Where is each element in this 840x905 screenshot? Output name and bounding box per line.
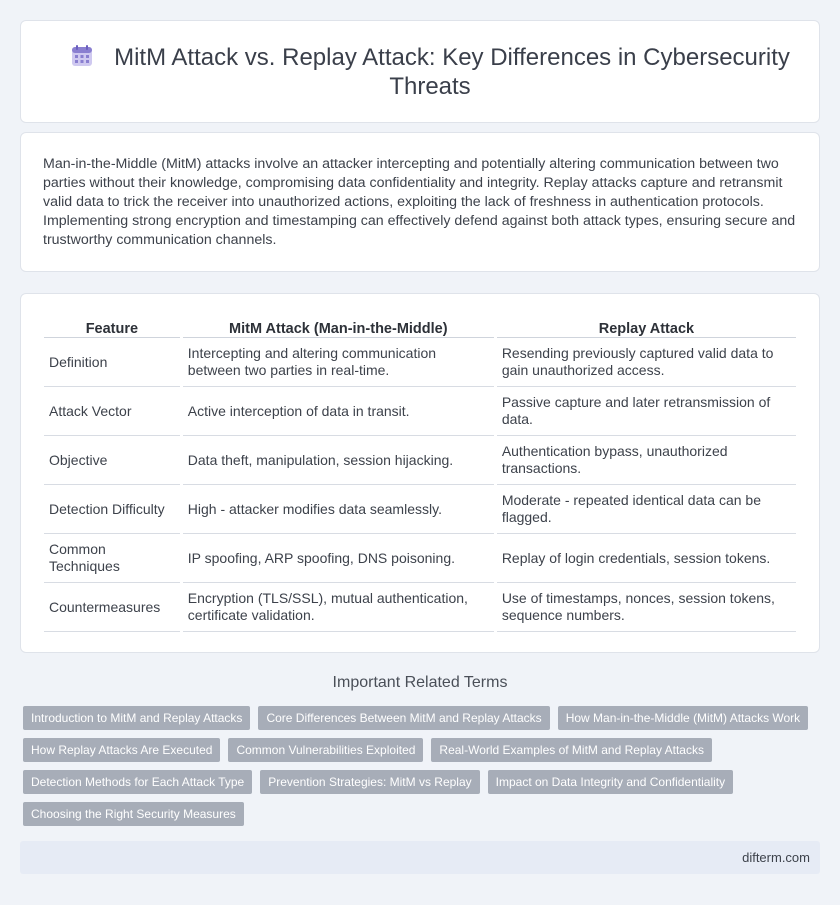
footer-bar: [20, 841, 820, 874]
related-term-link[interactable]: Core Differences Between MitM and Replay Attacks: [258, 706, 549, 730]
row-replay: Resending previously captured valid data to gain unauthorized access.: [497, 338, 796, 387]
related-term-link[interactable]: Detection Methods for Each Attack Type: [23, 770, 252, 794]
row-replay: Replay of login credentials, session tokens.: [497, 534, 796, 583]
header-mitm: MitM Attack (Man-in-the-Middle): [183, 316, 494, 338]
intro-paragraph: Man-in-the-Middle (MitM) attacks involve an attacker intercepting and potentially altering communication between two parties without their knowledge, compromising data confidentiality and integrity. Replay attacks capture and retransmit valid data to trick the receiver into unauthorized actions, exploiting the lack of freshness in authentication protocols. Implementing strong encryption and timestamping can effectively defend against both attack types, ensuring secure and trustworthy communication channels.: [43, 156, 796, 248]
table-row: [44, 387, 796, 436]
header-card: [20, 20, 820, 123]
related-terms-heading: Important Related Terms: [332, 674, 508, 691]
page-title: [70, 44, 790, 100]
row-feature: Countermeasures: [44, 583, 180, 632]
row-feature: Definition: [44, 338, 180, 387]
comparison-table: [41, 316, 799, 632]
table-row: [44, 583, 796, 632]
related-term-link[interactable]: Impact on Data Integrity and Confidentiality: [488, 770, 733, 794]
related-term-link[interactable]: Prevention Strategies: MitM vs Replay: [260, 770, 479, 794]
header-replay: Replay Attack: [497, 316, 796, 338]
calendar-grid-icon: [70, 44, 94, 68]
footer-site-link[interactable]: difterm.com: [742, 850, 810, 865]
table-row: [44, 534, 796, 583]
row-replay: Moderate - repeated identical data can be flagged.: [497, 485, 796, 534]
table-row: [44, 485, 796, 534]
related-term-link[interactable]: Common Vulnerabilities Exploited: [228, 738, 423, 762]
row-feature: Common Techniques: [44, 534, 180, 583]
row-feature: Objective: [44, 436, 180, 485]
related-term-link[interactable]: How Replay Attacks Are Executed: [23, 738, 220, 762]
row-feature: Attack Vector: [44, 387, 180, 436]
header-feature: Feature: [44, 316, 180, 338]
row-mitm: Active interception of data in transit.: [183, 387, 494, 436]
table-row: [44, 338, 796, 387]
page-title-text: MitM Attack vs. Replay Attack: Key Differences in Cybersecurity Threats: [114, 44, 790, 100]
table-row: [44, 436, 796, 485]
row-feature: Detection Difficulty: [44, 485, 180, 534]
row-replay: Use of timestamps, nonces, session tokens, sequence numbers.: [497, 583, 796, 632]
row-mitm: Encryption (TLS/SSL), mutual authentication, certificate validation.: [183, 583, 494, 632]
table-header-row: [44, 316, 796, 338]
row-mitm: Intercepting and altering communication between two parties in real-time.: [183, 338, 494, 387]
row-replay: Passive capture and later retransmission of data.: [497, 387, 796, 436]
related-term-link[interactable]: Real-World Examples of MitM and Replay Attacks: [431, 738, 712, 762]
comparison-table-card: [20, 293, 820, 653]
title-wrap: [61, 43, 799, 101]
related-terms-list: [23, 706, 823, 826]
row-replay: Authentication bypass, unauthorized transactions.: [497, 436, 796, 485]
related-term-link[interactable]: Introduction to MitM and Replay Attacks: [23, 706, 250, 730]
row-mitm: High - attacker modifies data seamlessly.: [183, 485, 494, 534]
intro-card: [20, 132, 820, 272]
related-term-link[interactable]: Choosing the Right Security Measures: [23, 802, 244, 826]
row-mitm: Data theft, manipulation, session hijacking.: [183, 436, 494, 485]
related-term-link[interactable]: How Man-in-the-Middle (MitM) Attacks Work: [558, 706, 809, 730]
row-mitm: IP spoofing, ARP spoofing, DNS poisoning.: [183, 534, 494, 583]
